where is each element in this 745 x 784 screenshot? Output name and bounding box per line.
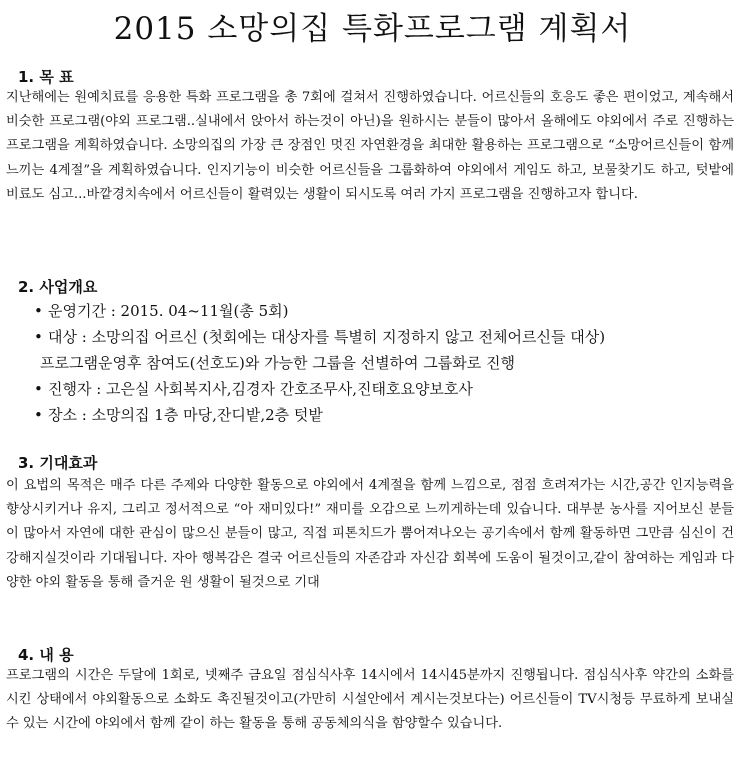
section-heading-overview: 2. 사업개요	[18, 278, 98, 296]
document-title: 2015 소망의집 특화프로그램 계획서	[113, 11, 632, 47]
bullet-icon: •	[34, 406, 43, 424]
section-heading-goal: 1. 목 표	[18, 68, 74, 86]
section-heading-content: 4. 내 용	[18, 646, 74, 664]
list-item	[34, 324, 734, 376]
list-item-text: 진행자 : 고은실 사회복지사,김경자 간호조무사,진태호요양보호사	[48, 380, 473, 398]
list-item-text: 운영기간 : 2015. 04~11월(총 5회)	[48, 302, 289, 320]
list-item-continuation: 프로그램운영후 참여도(선호도)와 가능한 그룹을 선별하여 그룹화로 진행	[40, 354, 516, 372]
section-body-expected-effect: 이 요법의 목적은 매주 다른 주제와 다양한 활동으로 야외에서 4계절을 함께 느낌으로, 점점 흐려져가는 시간,공간 인지능력을 향상시키거나 유지, 그리고 정서적으로 “아 재미있다!” 재미를 오감으로 느끼게하는데 있습니다. 대부분 농사를 지어보신 분들이 많아서 자연에 대한 관심이 많으신 분들이 많고, 직접 피톤치드가 뿜어져나오는 공기속에서 함께 활동하면 그만큼 심신이 건강해지실것이라 기대됩니다. 자아 행복감은 결국 어르신들의 자존감과 자신감 회복에 도움이 될것이고,같이 참여하는 게임과 다양한 야외 활동을 통해 즐거운 원 생활이 될것으로 기대	[6, 478, 734, 590]
overview-list	[34, 298, 734, 428]
section-body-content: 프로그램의 시간은 두달에 1회로, 넷째주 금요일 점심식사후 14시에서 14시45분까지 진행됩니다. 점심식사후 약간의 소화를 시킨 상태에서 야외활동으로 소화도 촉진될것이고(가만히 시설안에서 계시는것보다는) 어르신들이 TV시청등 무료하게 보내실수 있는 시간에 야외에서 함께 같이 하는 활동을 통해 공동체의식을 함양할수 있습니다.	[6, 668, 734, 732]
bullet-icon: •	[34, 302, 43, 320]
list-item	[34, 376, 734, 402]
section-heading-expected-effect: 3. 기대효과	[18, 454, 98, 472]
bullet-icon: •	[34, 328, 43, 346]
section-body-goal: 지난해에는 원예치료를 응용한 특화 프로그램을 총 7회에 걸쳐서 진행하였습니다. 어르신들의 호응도 좋은 편이었고, 계속해서 비슷한 프로그램(야외 프로그램..실내에서 앉아서 하는것이 아닌)을 원하시는 분들이 많아서 올해에도 야외에서 주로 진행하는 프로그램을 계획하였습니다. 소망의집의 가장 큰 장점인 멋진 자연환경을 최대한 활용하는 프로그램으로 “소망어르신들이 함께 느끼는 4계절”을 계획하였습니다. 인지기능이 비슷한 어르신들을 그룹화하여 야외에서 게임도 하고, 보물찾기도 하고, 텃밭에 비료도 심고...바깥경치속에서 어르신들이 활력있는 생활이 되시도록 여러 가지 프로그램을 진행하고자 합니다.	[6, 90, 734, 202]
list-item	[34, 298, 734, 324]
bullet-icon: •	[34, 380, 43, 398]
list-item	[34, 402, 734, 428]
list-item-text: 대상 : 소망의집 어르신 (첫회에는 대상자를 특별히 지정하지 않고 전체어르신들 대상)	[48, 328, 606, 346]
list-item-text: 장소 : 소망의집 1층 마당,잔디밭,2층 텃밭	[48, 406, 323, 424]
